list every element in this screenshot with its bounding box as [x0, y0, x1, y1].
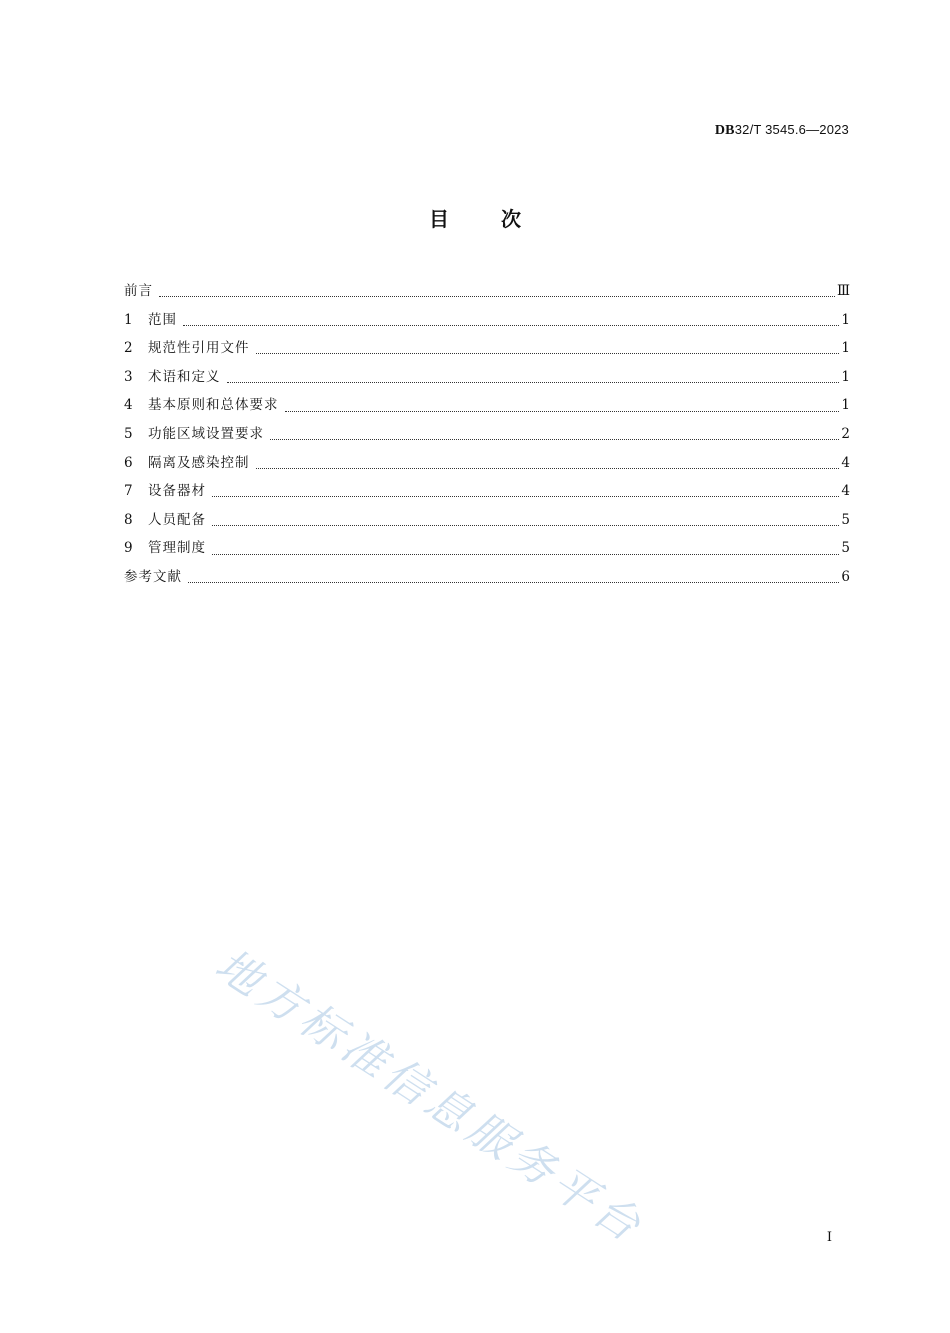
- standard-id: 32/T 3545.6—2023: [734, 122, 849, 137]
- toc-entry[interactable]: [124, 309, 850, 338]
- toc-entry[interactable]: [124, 423, 850, 452]
- toc-dot-leader: [159, 295, 835, 297]
- standard-code: DB: [714, 123, 735, 138]
- toc-dot-leader: [256, 467, 840, 469]
- toc-dot-leader: [256, 352, 840, 354]
- table-of-contents: [124, 280, 850, 595]
- toc-entry-page: 1: [841, 368, 850, 385]
- toc-entry[interactable]: [124, 509, 850, 538]
- toc-entry[interactable]: [124, 337, 850, 366]
- toc-entry-label: 人员配备: [148, 511, 206, 528]
- toc-dot-leader: [183, 324, 839, 326]
- toc-entry-number: 2: [124, 340, 133, 357]
- watermark: 地方标准信息服务平台: [206, 939, 654, 1255]
- toc-dot-leader: [212, 495, 839, 497]
- toc-entry-label: 术语和定义: [148, 368, 221, 385]
- toc-entry-number: 9: [124, 540, 133, 557]
- page-number: I: [826, 1230, 832, 1245]
- toc-entry[interactable]: [124, 566, 850, 595]
- toc-entry[interactable]: [124, 537, 850, 566]
- toc-entry-number: 1: [124, 311, 133, 328]
- toc-entry-number: 3: [124, 368, 133, 385]
- toc-entry-label: 前言: [124, 283, 153, 299]
- toc-entry[interactable]: [124, 280, 850, 309]
- toc-entry-number: 7: [124, 483, 133, 500]
- toc-entry-page: 5: [841, 511, 850, 528]
- toc-entry[interactable]: [124, 480, 850, 509]
- toc-title: 目次: [429, 207, 573, 231]
- toc-entry-page: 4: [841, 483, 850, 500]
- toc-entry-label: 参考文献: [124, 568, 182, 585]
- toc-entry-page: Ⅲ: [836, 283, 850, 299]
- toc-entry-page: 1: [841, 340, 850, 357]
- toc-entry-label: 功能区域设置要求: [148, 425, 264, 442]
- toc-dot-leader: [227, 381, 840, 383]
- toc-entry-label: 范围: [148, 311, 177, 328]
- toc-entry-page: 4: [841, 454, 850, 471]
- toc-entry[interactable]: [124, 394, 850, 423]
- toc-entry-number: 5: [124, 425, 133, 442]
- toc-entry-number: 4: [124, 397, 133, 414]
- toc-entry-label: 管理制度: [148, 540, 206, 557]
- toc-entry-number: 8: [124, 511, 133, 528]
- toc-entry-page: 1: [841, 397, 850, 414]
- toc-dot-leader: [285, 410, 840, 412]
- toc-dot-leader: [212, 524, 839, 526]
- toc-entry-label: 基本原则和总体要求: [148, 397, 279, 414]
- toc-dot-leader: [188, 581, 839, 583]
- toc-entry-number: 6: [124, 454, 133, 471]
- toc-dot-leader: [212, 553, 839, 555]
- toc-entry[interactable]: [124, 452, 850, 481]
- standard-number: [715, 122, 849, 139]
- toc-entry-page: 6: [841, 568, 850, 585]
- toc-entry-page: 1: [841, 311, 850, 328]
- toc-entry-page: 5: [841, 540, 850, 557]
- toc-entry-label: 规范性引用文件: [148, 340, 250, 357]
- toc-entry-label: 设备器材: [148, 483, 206, 500]
- toc-dot-leader: [270, 438, 839, 440]
- toc-entry-label: 隔离及感染控制: [148, 454, 250, 471]
- toc-entry-page: 2: [841, 425, 850, 442]
- toc-entry[interactable]: [124, 366, 850, 395]
